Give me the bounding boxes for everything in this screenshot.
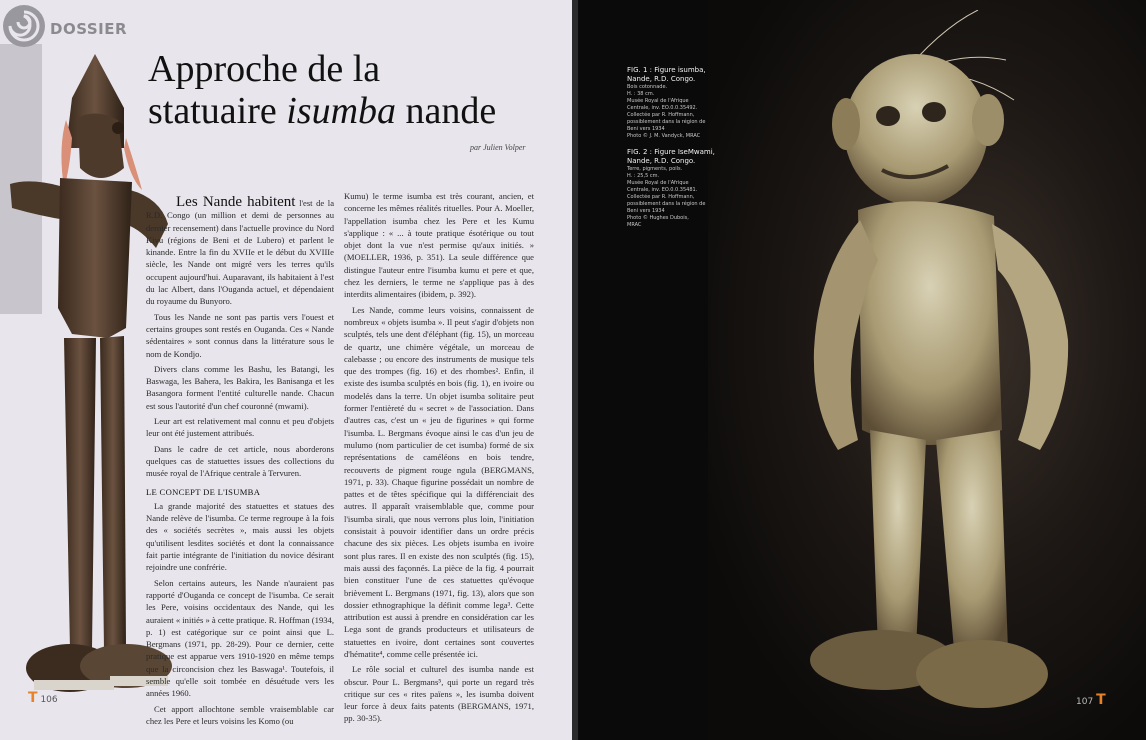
caption-line: Terre, pigments, poils. — [627, 166, 683, 172]
page-number: 106 — [40, 695, 58, 705]
caption-line: Bois cotonnade. — [627, 84, 668, 90]
caption-line: H. : 25,5 cm. — [627, 173, 660, 179]
caption-line: Beni vers 1934 — [627, 208, 665, 214]
caption-title: FIG. 1 : Figure isumba, Nande, R.D. Congo. — [627, 66, 706, 83]
swirl-logo-icon — [2, 4, 46, 48]
text-column-2 — [344, 190, 534, 728]
paragraph: Divers clans comme les Bashu, les Batangi, les Baswaga, les Bahera, les Bakira, les Banisanga et les Basangora forment l'entité culturelle nande. Chacun est sous l'autorité d'un chef couronné (mwami). — [146, 363, 334, 411]
caption-line: Photo © Hughes Dubois, — [627, 215, 689, 221]
caption-line: Centrale, inv. EO.0.0.35492. — [627, 105, 698, 111]
caption-line: Collectée par R. Hoffmann, — [627, 112, 695, 118]
t-logo-icon: T — [28, 690, 38, 706]
paragraph: Leur art est relativement mal connu et peu d'objets leur ont été justement attribués. — [146, 416, 334, 439]
paragraph: Selon certains auteurs, les Nande n'auraient pas rapporté d'Ouganda ce concept de l'isumba. Ce serait les Pere, voisins occidentaux des Nande, qui les auraient « initiés » à cette pratique. R. Hoffman (1934, p. 1) est catégorique sur ce point ainsi que L. Bergmans (1971, pp. 28-29). Pour ce dernier, cette pratique est apparue vers 1910-1920 en même temps que la circoncision chez les Baswaga¹. Toutefois, il semble qu'elle soit tombée en désuétude vers les années 1960. — [146, 577, 334, 699]
paragraph: La grande majorité des statuettes et statues des Nande relève de l'isumba. Ce terme regroupe à la fois des « sociétés secrètes », mais aussi les objets qu'utilisent lesdites sociétés et dont la connaissance fait partie intégrante de l'initiation du novice désirant rejoindre une confrérie. — [146, 500, 334, 573]
article-author: par Julien Volper — [470, 143, 526, 152]
section-label: DOSSIER — [50, 20, 128, 38]
figure-captions — [627, 66, 727, 237]
caption-line: Beni vers 1934 — [627, 126, 665, 132]
text-column-1 — [146, 196, 334, 730]
title-line-2-pre: statuaire — [148, 90, 287, 132]
section-heading: LE CONCEPT DE L'ISUMBA — [146, 486, 261, 497]
left-page — [0, 0, 572, 740]
paragraph: Dans le cadre de cet article, nous aborderons quelques cas de statuettes issues des collections du musée royal de l'Afrique centrale à Tervuren. — [146, 443, 334, 479]
statue-figure-2 — [778, 10, 1108, 730]
paragraph: Le rôle social et culturel des isumba nande est obscur. Pour L. Bergmans⁵, qui porte un regard très critique sur ces « rites païens », les isumba doivent leur force à deux faits patents (BERGMANS, 1971, pp. 30-35). — [344, 664, 534, 724]
caption-fig2 — [627, 148, 727, 229]
caption-line: MRAC — [627, 222, 642, 228]
right-page — [578, 0, 1146, 740]
caption-line: Centrale, inv. EO.0.0.35481. — [627, 187, 698, 193]
caption-line: Musée Royal de l'Afrique — [627, 98, 689, 104]
page-number-left — [28, 690, 58, 706]
paragraph — [146, 196, 334, 308]
article-title — [148, 48, 496, 132]
caption-line: possiblement dans la région de — [627, 201, 706, 207]
caption-line: possiblement dans la région de — [627, 119, 706, 125]
paragraph: Cet apport allochtone semble vraisemblable car chez les Pere et leurs voisins les Komo (ou — [146, 703, 334, 726]
title-line-2-em: isumba — [286, 90, 397, 132]
paragraph-text: l'est de la R.D. Congo (un million et demi de personnes au dernier recensement) dans l'actuelle province du Nord Kivu (régions de Beni et de Lubero) et parlent le kinande. Entre la fin du XVIIe et le début du XVIIIe siècle, les Nande ont migré vers les terres qu'ils occupent aujourd'hui. Auparavant, ils habitaient à l'est du lac Albert, dans l'Ouganda actuel, et dépendaient du royaume du Bunyoro. — [146, 198, 335, 307]
t-logo-icon: T — [1096, 692, 1106, 708]
page-number: 107 — [1076, 697, 1094, 707]
title-line-1: Approche de la — [148, 48, 381, 90]
title-line-2-post: nande — [396, 90, 497, 132]
page-number-right — [1076, 692, 1106, 708]
paragraph: Tous les Nande ne sont pas partis vers l'ouest et certains groupes sont restés en Ouganda. Ces « Nande sédentaires » sont connus dans la littérature sous le nom de Kondjo. — [146, 311, 334, 359]
caption-line: H. : 38 cm. — [627, 91, 655, 97]
caption-fig1 — [627, 66, 727, 140]
title-line-2 — [148, 90, 496, 132]
lead-in: Les Nande habitent — [176, 194, 296, 210]
caption-line: Musée Royal de l'Afrique — [627, 180, 689, 186]
paragraph: Les Nande, comme leurs voisins, connaissent de nombreux « objets isumba ». Il peut s'agir d'objets non sculptés, tels une dent d'éléphant (fig. 15), un morceau de quartz, une chimère végétale, un morceau de calebasse ; ou encore des instruments de musique tels que des trompes (fig. 16) et des rhombes². Enfin, il existe des isumba sculptés en bois (fig. 1), en ivoire ou modelés dans la terre. Un objet isumba solitaire peut former l'entièreté du « secret » de l'association. Dans d'autres cas, c'est un « jeu de figurines » qui forme l'isumba. L. Bergmans évoque ainsi le cas d'un jeu de mulumo (nom particulier de cet isumba) formé de six représentations de caméléons en bois tendre, recouverts de pigment rouge ngula (BERGMANS, 1971, p. 33). Chaque figurine possédait un nombre de pattes et de têtes spécifique qui la différenciait des autres. Il apparaît vraisemblable que, comme pour l'isumba sirali, que nous verrons plus loin, l'initiation consistait à pouvoir identifier dans un ordre précis chacune des six pièces. Les objets isumba en ivoire sont plus rares. Il en existe des non sculptés (fig. 15), mais aussi des façonnés. La pièce de la fig. 4 pourrait bien constituer l'une de ces statuettes qu'évoque brièvement L. Bergmans (1971, fig. 13), alors que son dossier ethnographique la définit comme lega³. Cette attribution est aussi à prendre en considération car les Lega sont de grands producteurs et utilisateurs de statuettes en ivoire, dont certaines sont couvertes d'hématite⁴, comme celle présentée ici. — [344, 304, 534, 659]
caption-title: FIG. 2 : Figure IseMwami, Nande, R.D. Congo. — [627, 148, 715, 165]
caption-line: Photo © J. M. Vandyck, MRAC — [627, 133, 701, 139]
caption-line: Collectée par R. Hoffmann, — [627, 194, 695, 200]
paragraph: Kumu) le terme isumba est très courant, ancien, et concerne les mêmes réalités rituelles. Pour A. Moeller, l'appellation isumba chez les Pere et les Kumu s'applique : « ... à toute pratique ésotérique ou tout objet dont la vue n'est permise qu'aux initiés. » (MOELLER, 1936, p. 351). La seule différence que distingue l'auteur entre l'isumba kumu et pere et que, chez les derniers, le terme ne s'applique pas à des interdits alimentaires (ibidem, p. 392). — [344, 191, 534, 300]
